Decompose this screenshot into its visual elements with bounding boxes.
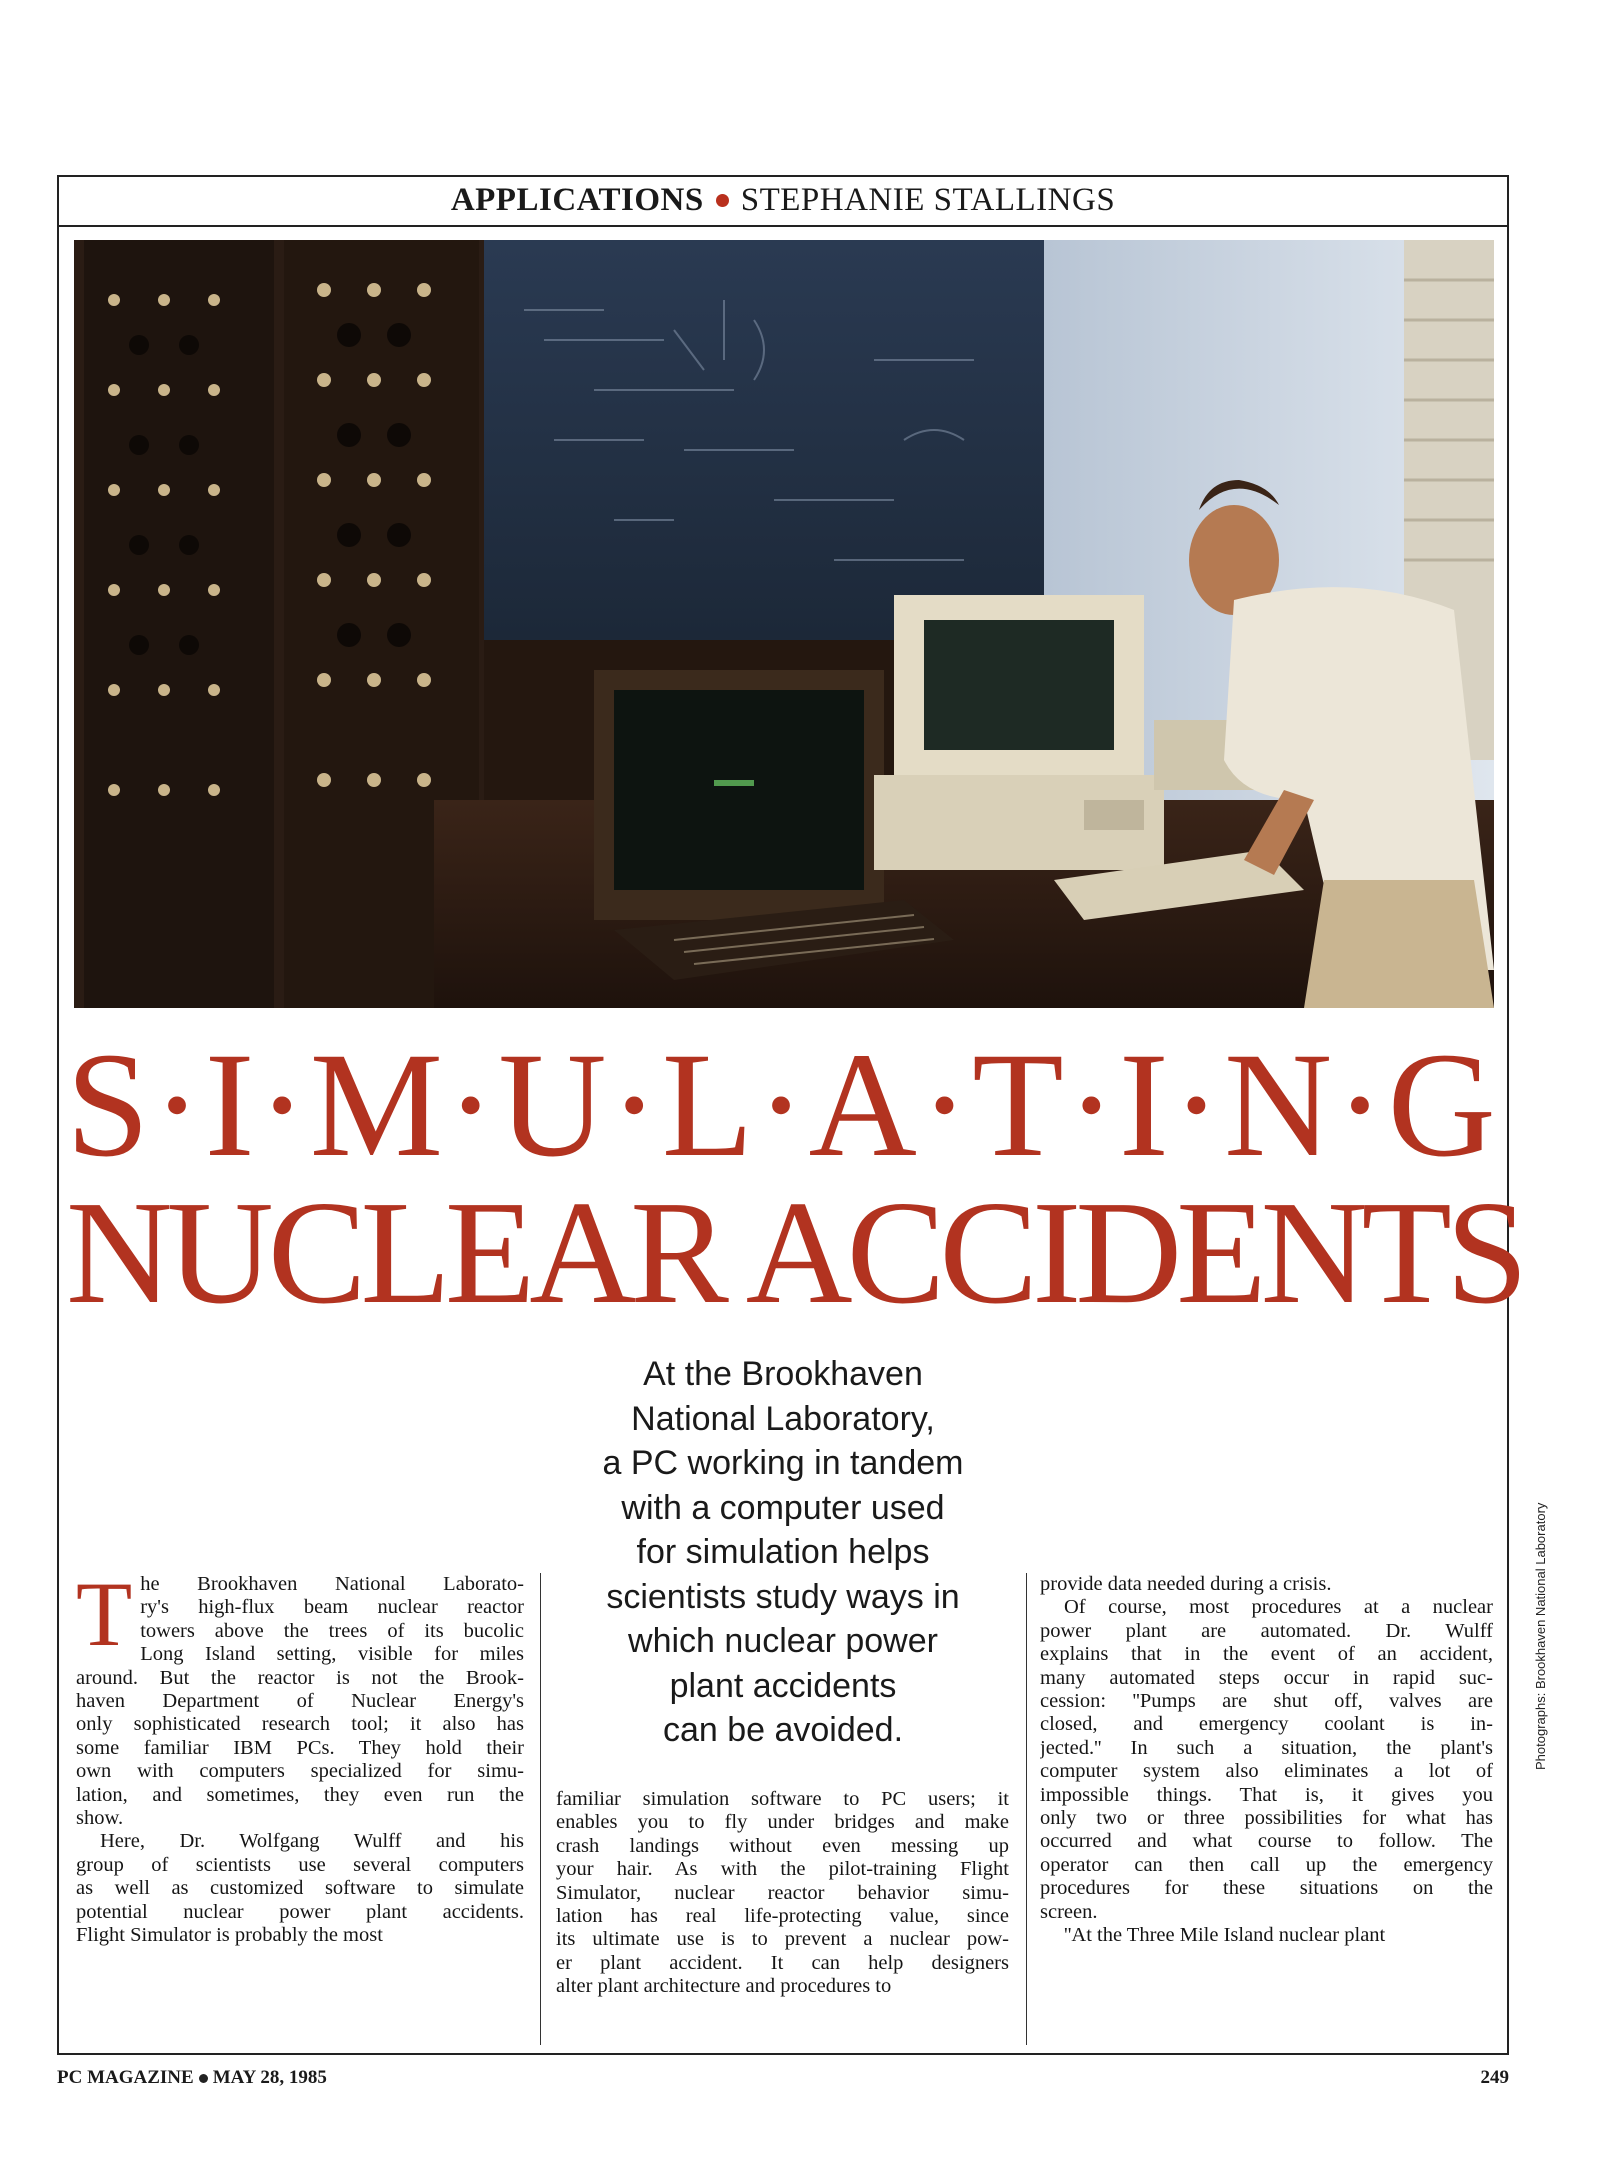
- column-rule-1: [540, 1573, 541, 2045]
- section-header: [57, 175, 1509, 227]
- headline-letter: S: [66, 1022, 150, 1188]
- text-line: ry's high-flux beam nuclear reactor: [140, 1596, 524, 1619]
- headline-letter: U: [498, 1022, 607, 1188]
- deck-line: which nuclear power: [628, 1622, 938, 1660]
- headline-letter: I: [1118, 1022, 1169, 1188]
- text-line: own with computers specialized for simu-: [76, 1760, 524, 1783]
- text-line: provide data needed during a crisis.: [1040, 1573, 1332, 1595]
- article-deck: [548, 1352, 1018, 1753]
- article-column-2: [556, 1788, 1009, 2044]
- column-rule-2: [1026, 1573, 1027, 2045]
- text-line: only sophisticated research tool; it also has: [76, 1713, 524, 1736]
- text-line: familiar simulation software to PC users; it: [556, 1788, 1009, 1810]
- text-line: closed, and emergency coolant is in-: [1040, 1713, 1493, 1736]
- text-line: operator can then call up the emergency: [1040, 1853, 1493, 1876]
- article-column-1: [76, 1573, 524, 2043]
- issue-date: MAY 28, 1985: [212, 2067, 327, 2088]
- text-line: Of course, most procedures at a nuclear: [1064, 1596, 1493, 1619]
- headline-letter: ·: [756, 1022, 806, 1188]
- deck-line: a PC working in tandem: [602, 1444, 964, 1482]
- headline-letter: I: [204, 1022, 255, 1188]
- text-line: your hair. As with the pilot-training Flight: [556, 1858, 1009, 1881]
- headline-letter: ·: [1334, 1022, 1385, 1188]
- bullet-dot-icon: [716, 194, 729, 207]
- deck-line: plant accidents: [669, 1666, 897, 1705]
- headline-letter: ·: [1171, 1022, 1222, 1188]
- text-line: screen.: [1040, 1900, 1098, 1923]
- text-line: as well as customized software to simulate: [76, 1877, 524, 1900]
- text-line: crash landings without even messing up: [556, 1834, 1009, 1857]
- deck-line: can be avoided.: [662, 1711, 904, 1749]
- text-line: power plant are automated. Dr. Wulff: [1040, 1619, 1493, 1642]
- deck-line: National Laboratory,: [631, 1399, 935, 1438]
- article-column-3: [1040, 1573, 1493, 2045]
- magazine-name: PC MAGAZINE: [57, 2067, 194, 2088]
- text-line: explains that in the event of an accident,: [1040, 1643, 1493, 1666]
- page-number: 249: [1480, 2067, 1509, 2088]
- text-line: many automated steps occur in rapid suc-: [1040, 1666, 1493, 1689]
- text-line: jected.'' In such a situation, the plant's: [1040, 1736, 1493, 1759]
- headline-letter: G: [1387, 1022, 1496, 1188]
- deck-line: with a computer used: [621, 1488, 945, 1527]
- text-line: procedures for these situations on the: [1040, 1877, 1493, 1900]
- text-line: haven Department of Nuclear Energy's: [76, 1690, 524, 1713]
- text-line: computer system also eliminates a lot of: [1040, 1760, 1493, 1783]
- photo-credit: Photographs: Brookhaven National Laboratory: [1533, 1502, 1548, 1770]
- lead-photo: [74, 240, 1494, 1008]
- headline-letter: M: [309, 1022, 444, 1188]
- headline-letter: T: [972, 1022, 1064, 1188]
- headline-letter: A: [808, 1022, 917, 1188]
- text-line: enables you to fly under bridges and make: [556, 1811, 1009, 1834]
- headline-line-2: NUCLEAR ACCIDENTS: [66, 1171, 1523, 1335]
- deck-line: scientists study ways in: [606, 1577, 960, 1616]
- headline-line-1: [66, 1022, 1496, 1188]
- text-line: group of scientists use several computers: [76, 1853, 524, 1876]
- text-line: alter plant architecture and procedures to: [556, 1975, 892, 1998]
- author-byline: STEPHANIE STALLINGS: [740, 181, 1116, 218]
- section-label: APPLICATIONS: [450, 181, 704, 218]
- text-line: potential nuclear power plant accidents.: [76, 1900, 524, 1923]
- text-line: some familiar IBM PCs. They hold their: [76, 1736, 524, 1759]
- headline-letter: ·: [1066, 1022, 1117, 1188]
- headline-letter: N: [1224, 1022, 1333, 1188]
- deck-line: At the Brookhaven: [643, 1355, 923, 1393]
- text-line: impossible things. That is, it gives you: [1040, 1783, 1493, 1806]
- text-line: ''At the Three Mile Island nuclear plant: [1064, 1924, 1386, 1947]
- text-line: Flight Simulator is probably the most: [76, 1924, 383, 1947]
- text-line: er plant accident. It can help designers: [556, 1951, 1009, 1974]
- text-line: towers above the trees of its bucolic: [140, 1619, 524, 1642]
- bullet-dot-icon: [199, 2074, 208, 2083]
- headline-letter: ·: [609, 1022, 660, 1188]
- headline-letter: L: [661, 1022, 754, 1188]
- text-line: lation has real life-protecting value, since: [556, 1905, 1009, 1928]
- text-line: Here, Dr. Wolfgang Wulff and his: [100, 1830, 524, 1853]
- text-line: occurred and what course to follow. The: [1040, 1830, 1493, 1853]
- text-line: Long Island setting, visible for miles: [140, 1643, 524, 1666]
- text-line: only two or three possibilities for what has: [1040, 1807, 1493, 1830]
- drop-cap: T: [76, 1573, 133, 1665]
- text-line: around. But the reactor is not the Brook-: [76, 1666, 524, 1689]
- headline-letter: ·: [257, 1022, 308, 1188]
- headline-letter: ·: [445, 1022, 496, 1188]
- text-line: cession: ''Pumps are shut off, valves are: [1040, 1690, 1493, 1713]
- deck-line: for simulation helps: [636, 1533, 930, 1571]
- text-line: he Brookhaven National Laborato-: [140, 1573, 524, 1595]
- headline-letter: ·: [152, 1022, 202, 1188]
- text-line: its ultimate use is to prevent a nuclear pow-: [556, 1928, 1009, 1951]
- page-footer: [57, 2067, 1509, 2097]
- text-line: lation, and sometimes, they even run the: [76, 1783, 524, 1806]
- headline-letter: ·: [919, 1022, 970, 1188]
- text-line: Simulator, nuclear reactor behavior simu-: [556, 1881, 1009, 1904]
- text-line: show.: [76, 1807, 124, 1830]
